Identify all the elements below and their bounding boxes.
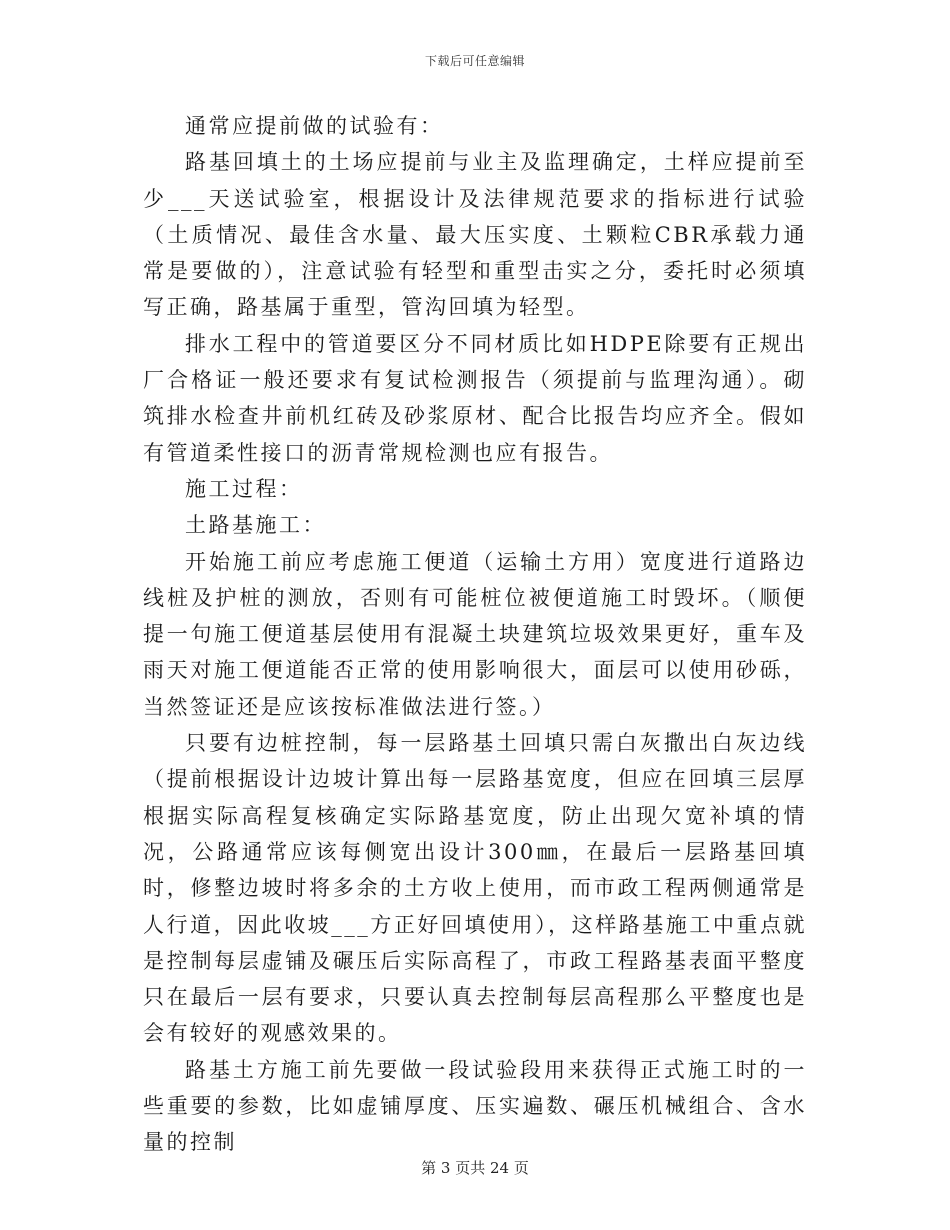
- paragraph: 施工过程：: [185, 476, 303, 501]
- paragraph: 开始施工前应考虑施工便道（运输土方用）宽度进行道路边线桩及护桩的测放，否则有可能桩位被便道施工时毁坏。（顺便提一句施工便道基层使用有混凝土块建筑垃圾效果更好，重车及雨天对施工便道能否正常的使用影响很大，面层可以使用砂砾，当然签证还是应该按标准做法进行签。）: [143, 549, 807, 719]
- document-body: [143, 108, 807, 1161]
- paragraph: 排水工程中的管道要区分不同材质比如HDPE除要有正规出厂合格证一般还要求有复试检测报告（须提前与监理沟通）。砌筑排水检查井前机红砖及砂浆原材、配合比报告均应齐全。假如有管道柔性接口的沥青常规检测也应有报告。: [143, 331, 807, 465]
- paragraph: 路基回填土的土场应提前与业主及监理确定，土样应提前至少___天送试验室，根据设计及法律规范要求的指标进行试验（土质情况、最佳含水量、最大压实度、土颗粒CBR承载力通常是要做的），注意试验有轻型和重型击实之分，委托时必须填写正确，路基属于重型，管沟回填为轻型。: [143, 150, 807, 320]
- paragraph: 路基土方施工前先要做一段试验段用来获得正式施工时的一些重要的参数，比如虚铺厚度、压实遍数、碾压机械组合、含水量的控制: [143, 1057, 807, 1155]
- paragraph: 土路基施工：: [185, 513, 326, 538]
- paragraph: 通常应提前做的试验有：: [185, 114, 444, 138]
- paragraph: 只要有边桩控制，每一层路基土回填只需白灰撒出白灰边线（提前根据设计边坡计算出每一层路基宽度，但应在回填三层厚根据实际高程复核确定实际路基宽度，防止出现欠宽补填的情况，公路通常应该每侧宽出设计300㎜，在最后一层路基回填时，修整边坡时将多余的土方收上使用，而市政工程两侧通常是人行道，因此收坡___方正好回填使用），这样路基施工中重点就是控制每层虚铺及碾压后实际高程了，市政工程路基表面平整度只在最后一层有要求，只要认真去控制每层高程那么平整度也是会有较好的观感效果的。: [143, 731, 807, 1046]
- page-footer: 第 3 页共 24 页: [421, 1159, 529, 1177]
- page-header: 下载后可任意编辑: [424, 54, 525, 68]
